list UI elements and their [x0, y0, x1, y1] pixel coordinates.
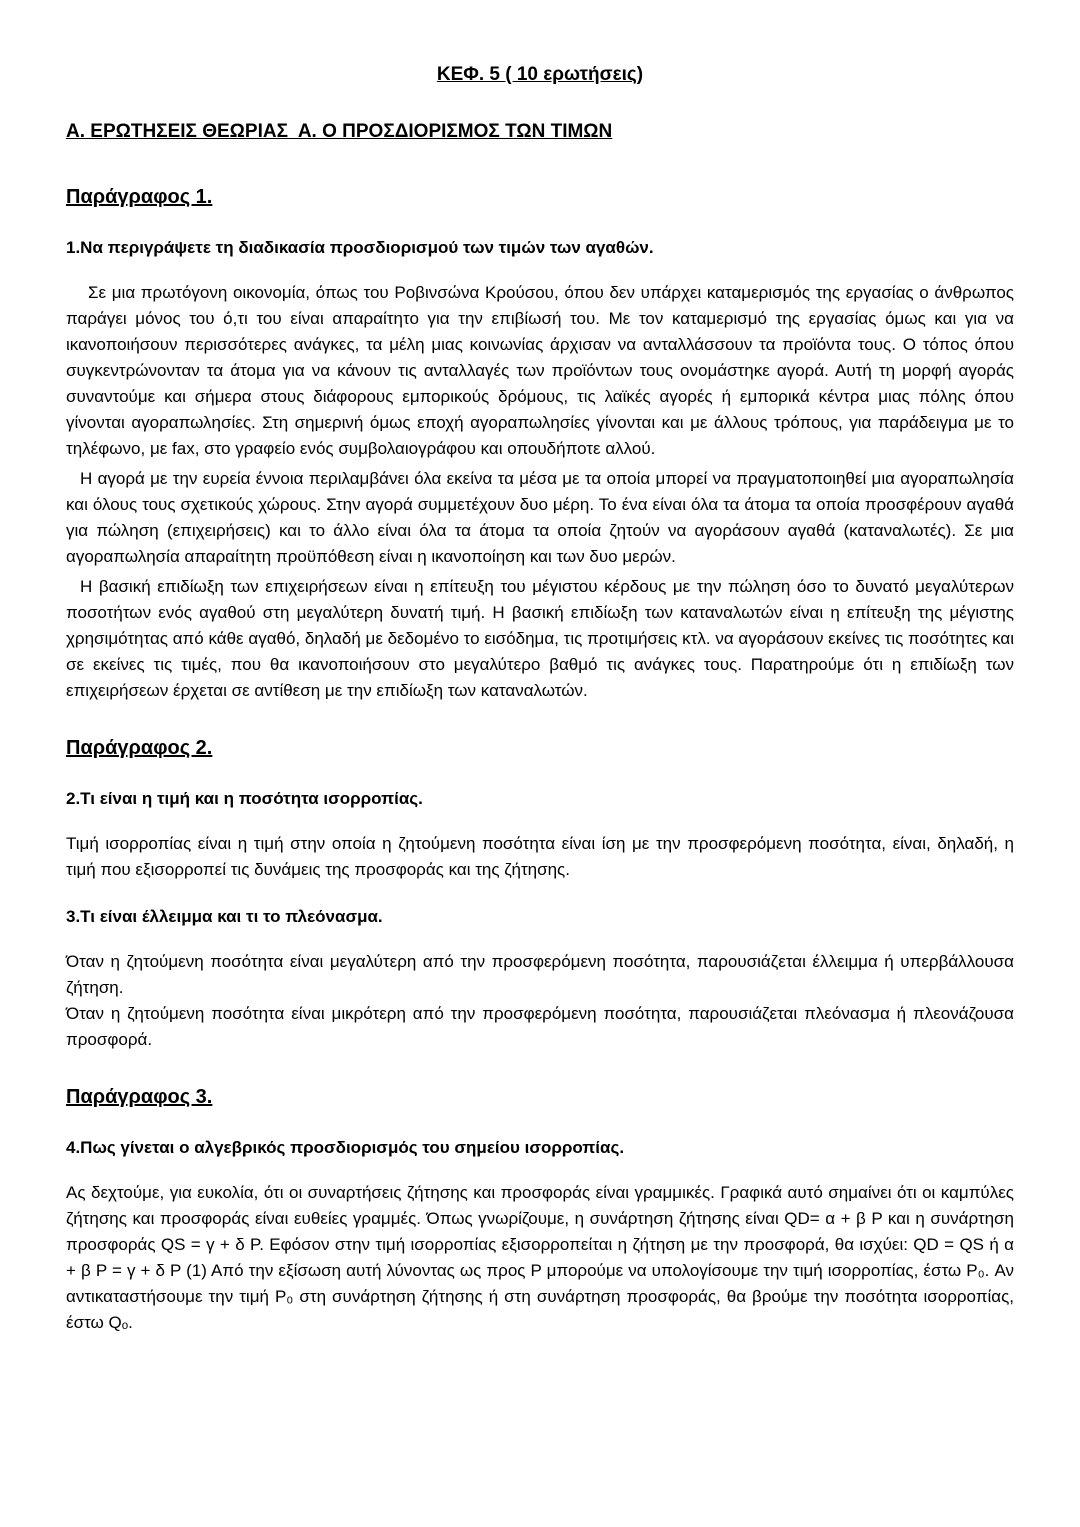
answer-3-paragraph-2: Όταν η ζητούμενη ποσότητα είναι μικρότερη από την προσφερόμενη ποσότητα, παρουσιάζεται πλεόνασμα ή πλεονάζουσα προσφορά.	[66, 1004, 1014, 1049]
paragraph-1-heading: Παράγραφος 1.	[66, 186, 213, 208]
answer-1-paragraph-3: Η βασική επιδίωξη των επιχειρήσεων είναι η επίτευξη του μέγιστου κέρδους με την πώληση όσο το δυνατό μεγαλύτερων ποσοτήτων ενός αγαθού στη μεγαλύτερη δυνατή τιμή. Η βασική επιδίωξη των καταναλωτών είναι η επίτευξη της μέγιστης χρησιμότητας από κάθε αγαθό, δηλαδή με δεδομένο το εισόδημα, τις προτιμήσεις κτλ. να αγοράσουν εκείνες τις ποσότητες και σε εκείνες τις τιμές, που θα ικανοποιήσουν στο μεγαλύτερο βαθμό τις ανάγκες τους. Παρατηρούμε ότι η επιδίωξη των επιχειρήσεων έρχεται σε αντίθεση με την επιδίωξη των καταναλωτών.	[66, 577, 1014, 700]
theory-questions-heading: Α. ΕΡΩΤΗΣΕΙΣ ΘΕΩΡΙΑΣ Α. Ο ΠΡΟΣΔΙΟΡΙΣΜΟΣ ΤΩΝ ΤΙΜΩΝ	[66, 121, 613, 142]
answer-3-paragraph-1: Όταν η ζητούμενη ποσότητα είναι μεγαλύτερη από την προσφερόμενη ποσότητα, παρουσιάζεται έλλειμμα ή υπερβάλλουσα ζήτηση.	[66, 952, 1014, 997]
paragraph-2-heading: Παράγραφος 2.	[66, 737, 213, 759]
page-title: ΚΕΦ. 5 ( 10 ερωτήσεις)	[436, 64, 644, 85]
answer-1-paragraph-2: Η αγορά με την ευρεία έννοια περιλαμβάνει όλα εκείνα τα μέσα με τα οποία μπορεί να πραγματοποιηθεί μια αγοραπωλησία και όλους τους σχετικούς χώρους. Στην αγορά συμμετέχουν δυο μέρη. Το ένα είναι όλα τα άτομα τα οποία προσφέρουν αγαθά για πώληση (επιχειρήσεις) και το άλλο είναι όλα τα άτομα τα οποία ζητούν να αγοράσουν αγαθά (καταναλωτές). Σε μια αγοραπωλησία απαραίτητη προϋπόθεση είναι η ικανοποίηση και των δυο μερών.	[66, 469, 1014, 566]
question-2: 2.Τι είναι η τιμή και η ποσότητα ισορροπίας.	[66, 789, 423, 808]
paragraph-3-heading: Παράγραφος 3.	[66, 1086, 213, 1108]
question-3: 3.Τι είναι έλλειμμα και τι το πλεόνασμα.	[66, 907, 383, 926]
answer-2-paragraph: Τιμή ισορροπίας είναι η τιμή στην οποία η ζητούμενη ποσότητα είναι ίση με την προσφερόμενη ποσότητα, είναι, δηλαδή, η τιμή που εξισορροπεί τις δυνάμεις της προσφοράς και της ζήτησης.	[66, 834, 1014, 879]
answer-4-paragraph: Ας δεχτούμε, για ευκολία, ότι οι συναρτήσεις ζήτησης και προσφοράς είναι γραμμικές. Γραφικά αυτό σημαίνει ότι οι καμπύλες ζήτησης και προσφοράς είναι ευθείες γραμμές. Όπως γνωρίζουμε, η συνάρτηση ζήτησης είναι QD= α + β Ρ και η συνάρτηση προσφοράς QS = γ + δ Ρ. Εφόσον στην τιμή ισορροπίας εξισορροπείται η ζήτηση με την προσφορά, θα ισχύει: QD = QS ή α + β Ρ = γ + δ Ρ (1) Από την εξίσωση αυτή λύνοντας ως προς Ρ μπορούμε να υπολογίσουμε την τιμή ισορροπίας, έστω P₀. Αν αντικαταστήσουμε την τιμή P₀ στη συνάρτηση ζήτησης ή στη συνάρτηση προσφοράς, θα βρούμε την ποσότητα ισορροπίας, έστω Qₒ.	[66, 1183, 1014, 1332]
answer-1-paragraph-1: Σε μια πρωτόγονη οικονομία, όπως του Ροβινσώνα Κρούσου, όπου δεν υπάρχει καταμερισμός της εργασίας ο άνθρωπος παράγει μόνος του ό,τι του είναι απαραίτητο για την επιβίωσή του. Με τον καταμερισμό της εργασίας όμως και για να ικανοποιήσουν περισσότερες ανάγκες, τα μέλη μιας κοινωνίας άρχισαν να ανταλλάσσουν τα προϊόντα τους. Ο τόπος όπου συγκεντρώνονταν τα άτομα για να κάνουν τις ανταλλαγές των προϊόντων τους ονομάστηκε αγορά. Αυτή τη μορφή αγοράς συναντούμε και σήμερα στους διάφορους εμπορικούς δρόμους, τις λαϊκές αγορές ή εμπορικά κέντρα μιας πόλης όπου γίνονται αγοραπωλησίες. Στη σημερινή όμως εποχή αγοραπωλησίες γίνονται και με άλλους τρόπους, για παράδειγμα με το τηλέφωνο, με fax, στο γραφείο ενός συμβολαιογράφου και οπουδήποτε αλλού.	[66, 283, 1014, 458]
question-4: 4.Πως γίνεται ο αλγεβρικός προσδιορισμός του σημείου ισορροπίας.	[66, 1138, 625, 1157]
question-1: 1.Να περιγράψετε τη διαδικασία προσδιορισμού των τιμών των αγαθών.	[66, 238, 654, 257]
